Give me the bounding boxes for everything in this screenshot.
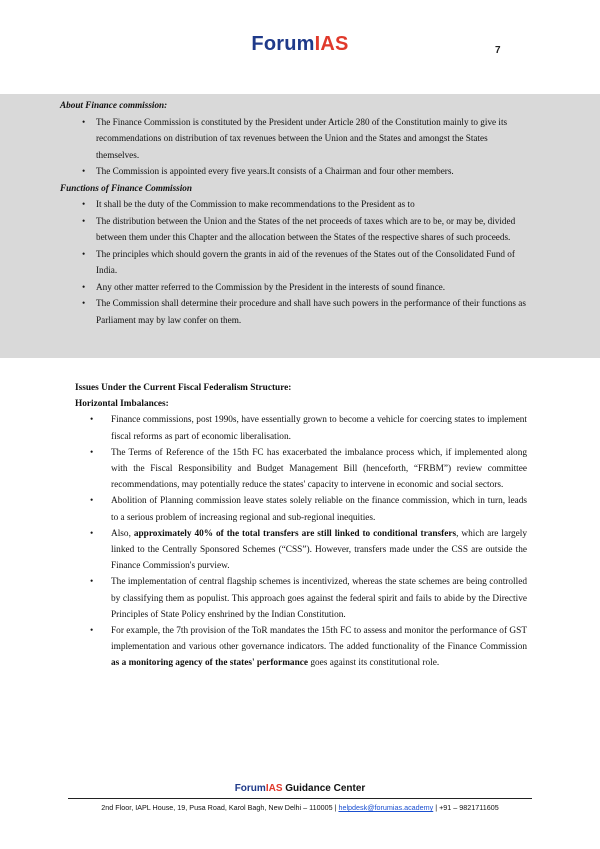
item-bold-text: as a monitoring agency of the states' performance xyxy=(111,658,309,669)
issues-list xyxy=(75,412,527,671)
list-item: • The Commission shall determine their procedure and shall have such powers in the performance of their functions as Parliament may by law confer on them. xyxy=(60,295,530,328)
list-item: • Any other matter referred to the Commission by the President in the interests of sound finance. xyxy=(60,279,530,296)
forumias-logo xyxy=(0,33,600,56)
finance-commission-box xyxy=(60,97,530,328)
list-item: • The Terms of Reference of the 15th FC has exacerbated the imbalance process which, if implemented along with the Fiscal Responsibility and Budget Management Bill (henceforth, “FRBM”) review committee recommendations, may potentially reduce the states' capacity to intervene in economic and social sectors. xyxy=(75,445,527,494)
box-heading-functions: Functions of Finance Commission xyxy=(60,182,192,193)
footer-brand-accent: IAS xyxy=(265,783,283,794)
main-content xyxy=(75,380,527,672)
section-heading: Issues Under the Current Fiscal Federalism Structure: xyxy=(75,383,292,393)
list-item xyxy=(75,623,527,672)
about-list xyxy=(60,114,530,180)
email-link[interactable]: helpdesk@forumias.academy xyxy=(338,803,434,812)
item-text: , which are largely linked to the Centrally Sponsored Schemes (“CSS”). However, transfers made under the CSS are outside the Finance Commission's purview. xyxy=(111,528,528,572)
logo-accent-text: IAS xyxy=(314,33,349,55)
section-subheading: Horizontal Imbalances: xyxy=(75,399,169,410)
box-heading-about: About Finance commission: xyxy=(60,100,168,110)
phone-text: | +91 – 9821711605 xyxy=(433,803,499,812)
item-text: For example, the 7th provision of the ToR mandates the 15th FC to assess and monitor the performance of GST implementation and various other governance indicators. The added functionality of the Finance Commission xyxy=(111,626,527,653)
list-item: • The principles which should govern the grants in aid of the revenues of the States out of the Consolidated Fund of India. xyxy=(60,246,530,279)
logo-text: Forum xyxy=(251,33,315,55)
functions-list xyxy=(60,196,530,328)
list-item: • The Finance Commission is constituted by the President under Article 280 of the Constitution mainly to give its recommendations on distribution of tax revenues between the Union and the States and amongst the States themselves. xyxy=(60,114,530,164)
footer-brand-text: Forum xyxy=(234,783,266,794)
address-text: 2nd Floor, IAPL House, 19, Pusa Road, Karol Bagh, New Delhi – 110005 | xyxy=(101,803,339,812)
list-item: • The Commission is appointed every five years.It consists of a Chairman and four other members. xyxy=(60,163,530,180)
list-item: • Abolition of Planning commission leave states solely reliable on the finance commission, which in turn, leads to a serious problem of increasing regional and sub-regional inequities. xyxy=(75,493,527,525)
list-item xyxy=(75,526,527,575)
footer-brand xyxy=(0,783,600,794)
item-text: Also, xyxy=(111,528,134,539)
item-bold-text: approximately 40% of the total transfers are still linked to conditional transfers xyxy=(133,528,457,539)
item-text: goes against its constitutional role. xyxy=(308,658,440,669)
list-item: • The implementation of central flagship schemes is incentivized, whereas the state schemes are being controlled by classifying them as populist. This approach goes against the federal spirit and fails to abide by the Directive Principles of State Policy enshrined by the Indian Constitution. xyxy=(75,574,527,623)
footer-divider xyxy=(68,798,532,799)
list-item: • Finance commissions, post 1990s, have essentially grown to become a vehicle for coercing states to implement fiscal reforms as part of economic liberalisation. xyxy=(75,412,527,444)
list-item: • The distribution between the Union and the States of the net proceeds of taxes which are to be, or may be, divided between them under this Chapter and the allocation between the States of the respective shares of such proceeds. xyxy=(60,213,530,246)
page-number: 7 xyxy=(495,45,501,56)
list-item: • It shall be the duty of the Commission to make recommendations to the President as to xyxy=(60,196,530,213)
footer-address xyxy=(0,803,600,812)
footer-brand-suffix: Guidance Center xyxy=(282,783,366,794)
